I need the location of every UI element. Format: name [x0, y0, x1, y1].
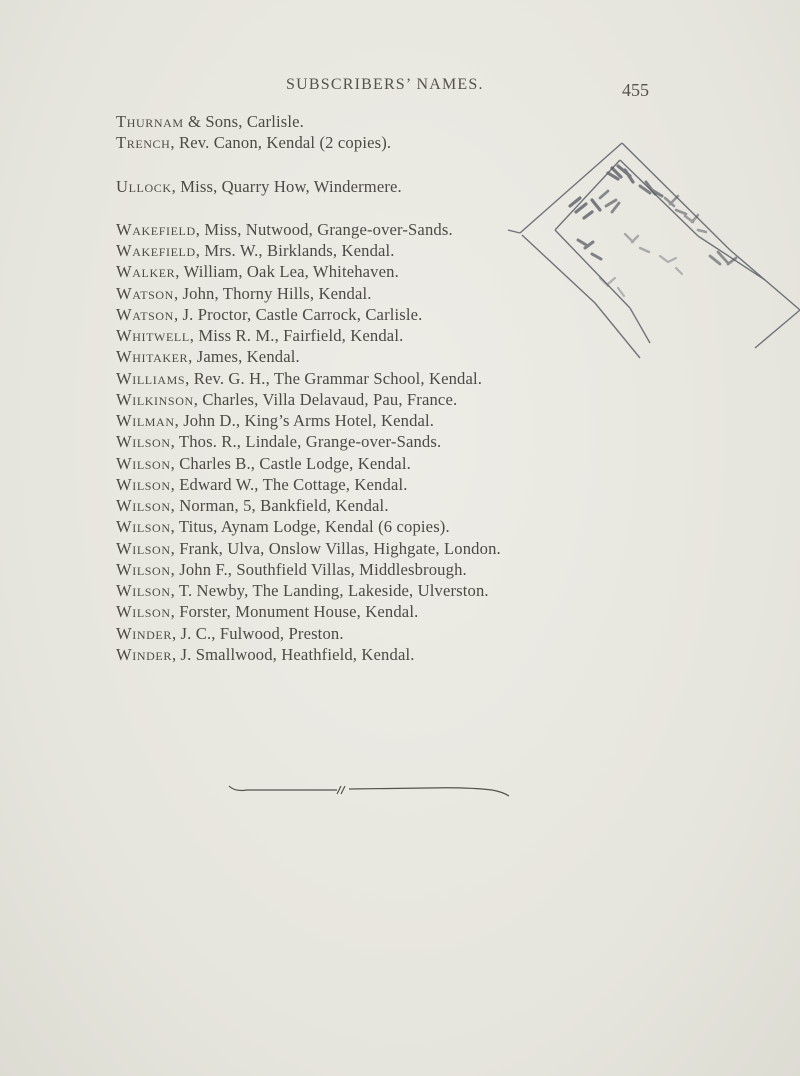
- subscriber-details: , Miss R. M., Fairfield, Kendal.: [189, 326, 404, 345]
- subscriber-details: , Miss, Nutwood, Grange-over-Sands.: [195, 219, 453, 239]
- subscriber-details: , Thos. R., Lindale, Grange-over-Sands.: [170, 432, 442, 452]
- subscriber-surname: Williams: [116, 368, 186, 388]
- page-number: 455: [622, 80, 649, 100]
- subscriber-details: , J. Smallwood, Heathfield, Kendal.: [171, 644, 415, 664]
- subscriber-entry: [116, 495, 676, 516]
- subscriber-surname: Whitwell: [116, 326, 190, 345]
- subscriber-details: , Frank, Ulva, Onslow Villas, Highgate, London.: [170, 538, 501, 558]
- subscriber-surname: Wilson: [116, 474, 171, 494]
- subscriber-entry: [116, 559, 676, 580]
- subscriber-surname: Watson: [116, 304, 174, 324]
- subscriber-details: , Titus, Aynam Lodge, Kendal (6 copies).: [170, 517, 450, 537]
- subscriber-surname: Wilman: [116, 411, 175, 430]
- subscriber-surname: Trench: [116, 133, 171, 153]
- subscriber-entry: [116, 431, 676, 452]
- subscriber-entry: [116, 516, 676, 537]
- subscriber-details: , Charles B., Castle Lodge, Kendal.: [170, 453, 411, 473]
- subscriber-details: , John, Thorny Hills, Kendal.: [173, 283, 372, 303]
- subscriber-details: , William, Oak Lea, Whitehaven.: [175, 262, 399, 282]
- subscriber-surname: Ullock: [116, 176, 172, 196]
- subscriber-surname: Wilson: [116, 602, 171, 622]
- subscriber-entry: [116, 453, 676, 474]
- subscriber-surname: Wakefield: [116, 241, 196, 260]
- subscriber-details: , J. C., Fulwood, Preston.: [171, 623, 344, 643]
- subscriber-entry: [116, 410, 676, 431]
- subscriber-entry: [116, 623, 676, 644]
- subscriber-entry: [116, 538, 676, 559]
- subscriber-details: , John F., Southfield Villas, Middlesbrough.: [170, 559, 467, 579]
- subscriber-surname: Wilson: [116, 517, 171, 537]
- running-title: SUBSCRIBERS’ NAMES.: [286, 76, 484, 93]
- subscriber-surname: Wilson: [116, 453, 171, 473]
- subscriber-surname: Walker: [116, 262, 176, 282]
- subscriber-entry: [116, 644, 676, 665]
- subscriber-surname: Winder: [116, 623, 172, 643]
- subscriber-entry: [116, 601, 676, 622]
- subscriber-surname: Wilkinson: [116, 389, 194, 409]
- subscriber-surname: Whitaker: [116, 347, 189, 367]
- subscriber-surname: Wilson: [116, 538, 171, 558]
- subscriber-details: , James, Kendal.: [188, 347, 300, 367]
- subscriber-surname: Wilson: [116, 496, 171, 515]
- subscriber-surname: Watson: [116, 283, 174, 303]
- subscriber-surname: Thurnam: [116, 112, 184, 131]
- subscriber-details: & Sons, Carlisle.: [183, 112, 304, 131]
- subscriber-entry: [116, 111, 676, 132]
- subscriber-surname: Wilson: [116, 581, 171, 600]
- subscriber-details: , Rev. G. H., The Grammar School, Kendal.: [185, 368, 483, 388]
- diamond-library-stamp-icon: [500, 138, 800, 408]
- subscriber-surname: Wilson: [116, 559, 171, 579]
- subscriber-details: , Mrs. W., Birklands, Kendal.: [195, 241, 395, 260]
- subscriber-details: , Charles, Villa Delavaud, Pau, France.: [193, 389, 458, 409]
- subscriber-details: , Forster, Monument House, Kendal.: [170, 602, 419, 622]
- subscriber-details: , T. Newby, The Landing, Lakeside, Ulverston.: [170, 581, 489, 600]
- subscriber-details: , Edward W., The Cottage, Kendal.: [170, 474, 408, 494]
- subscriber-details: , Norman, 5, Bankfield, Kendal.: [170, 496, 389, 515]
- subscriber-surname: Wakefield: [116, 219, 196, 239]
- subscriber-surname: Wilson: [116, 432, 171, 452]
- subscriber-surname: Winder: [116, 644, 172, 664]
- subscriber-entry: [116, 474, 676, 495]
- subscriber-details: , John D., King’s Arms Hotel, Kendal.: [174, 411, 435, 430]
- subscriber-entry: [116, 580, 676, 601]
- subscriber-details: , Miss, Quarry How, Windermere.: [171, 176, 402, 196]
- tailpiece-rule-icon: [227, 776, 517, 800]
- subscriber-details: , Rev. Canon, Kendal (2 copies).: [170, 133, 392, 153]
- subscriber-details: , J. Proctor, Castle Carrock, Carlisle.: [173, 304, 423, 324]
